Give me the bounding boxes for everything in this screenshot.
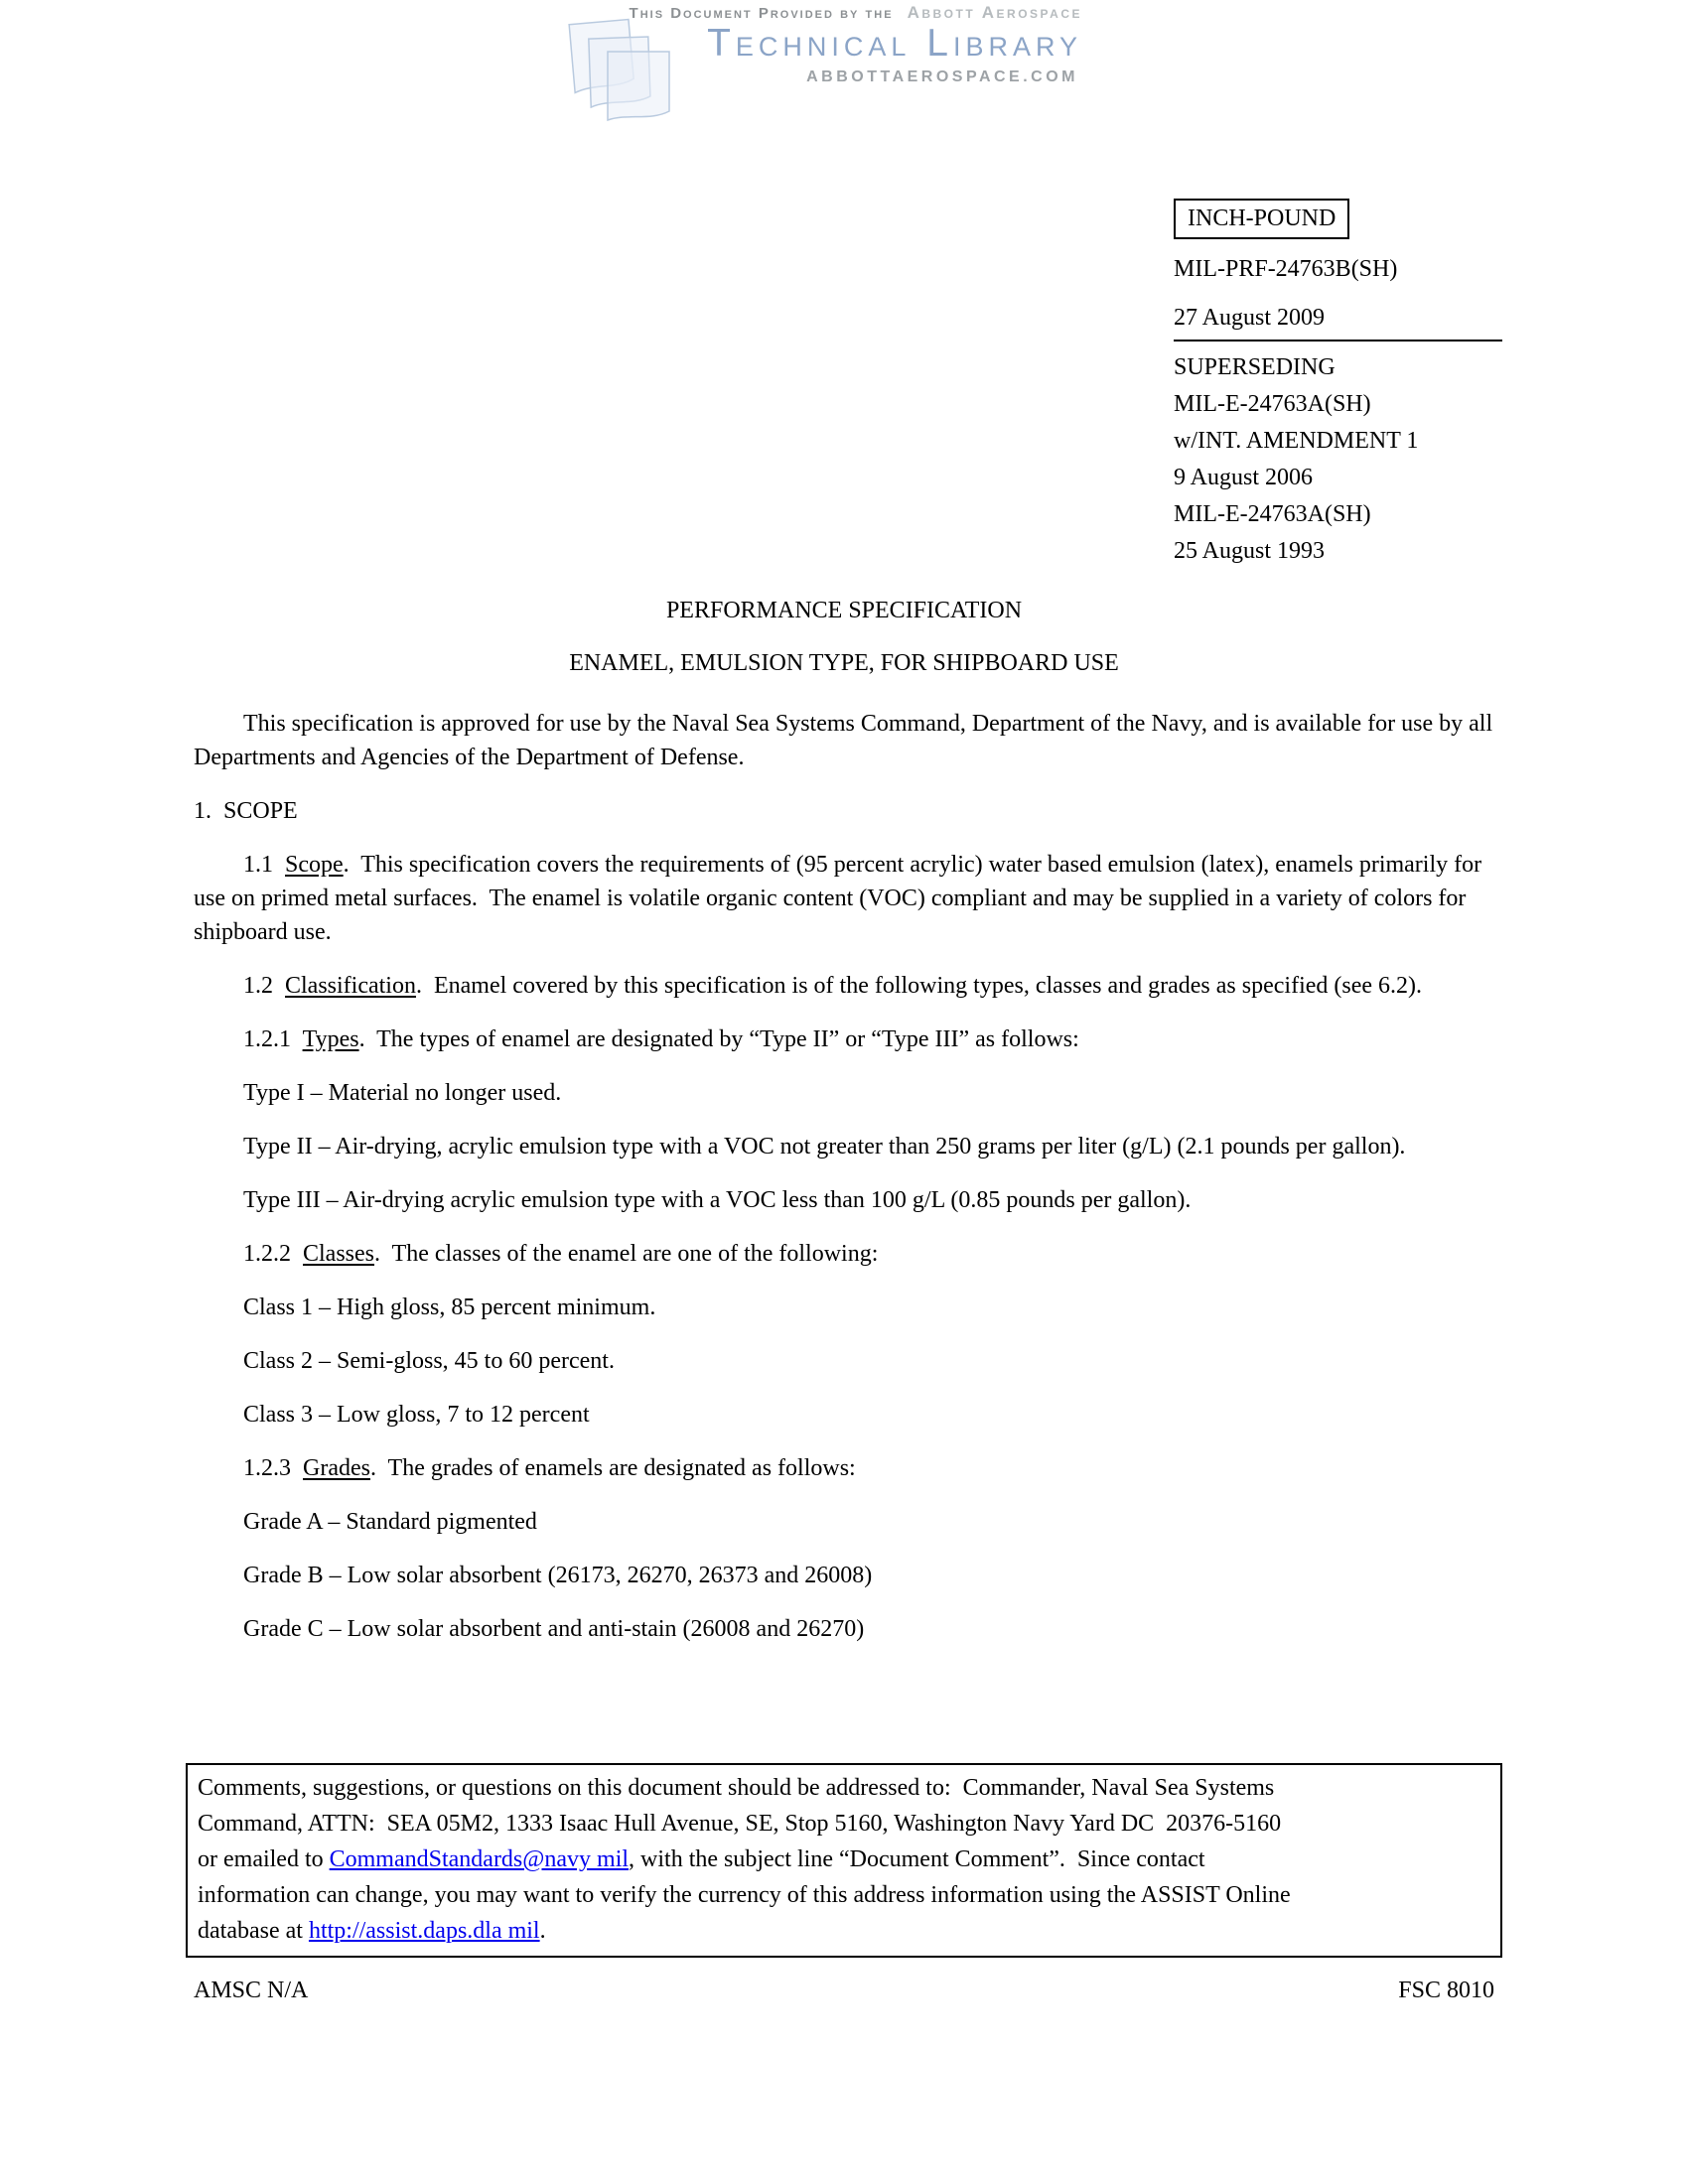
type-2-item: Type II – Air-drying, acrylic emulsion type with a VOC not greater than 250 grams per liter (g/L) (2.1 pounds per gallon). <box>243 1134 1406 1160</box>
para-1-2-1-types <box>194 1023 1494 1056</box>
amsc-number: AMSC N/A <box>194 1978 309 2003</box>
para-text: . The grades of enamels are designated as follows: <box>369 1455 856 1481</box>
library-logo <box>554 4 1082 85</box>
comments-line: Command, ATTN: SEA 05M2, 1333 Isaac Hull Avenue, SE, Stop 5160, Washington Navy Yard DC 20376-5160 <box>198 1811 1282 1837</box>
doc-number: MIL-PRF-24763B(SH) <box>1174 256 1398 282</box>
spec-name-title: ENAMEL, EMULSION TYPE, FOR SHIPBOARD USE <box>569 650 1119 676</box>
para-number: 1.2.3 <box>243 1455 303 1481</box>
para-number: 1.1 <box>243 852 285 878</box>
superseded-doc-id-2: MIL-E-24763A(SH) <box>1174 501 1371 527</box>
logo-brand-text: Abbott Aerospace <box>907 3 1082 22</box>
assist-database-link[interactable]: http://assist.daps.dla mil <box>308 1918 540 1944</box>
comments-box <box>186 1763 1502 1958</box>
comments-line: or emailed to CommandStandards@navy mil, with the subject line “Document Comment”. Since contact <box>198 1846 1205 1872</box>
para-text: . The types of enamel are designated by “Type II” or “Type III” as follows: <box>358 1026 1079 1052</box>
inch-pound-box <box>1174 199 1349 239</box>
grade-c-item: Grade C – Low solar absorbent and anti-stain (26008 and 26270) <box>243 1616 865 1642</box>
superseded-date-2: 25 August 1993 <box>1174 538 1326 564</box>
para-1-1-scope <box>194 848 1494 949</box>
doc-date: 27 August 2009 <box>1174 303 1502 341</box>
document-body <box>194 594 1499 2007</box>
para-1-2-3-grades <box>194 1451 1494 1485</box>
email-link[interactable]: CommandStandards@navy mil <box>329 1846 630 1872</box>
logo-provided-by-line <box>554 4 1082 21</box>
section-heading-scope: 1. SCOPE <box>194 798 298 824</box>
para-text: . Enamel covered by this specification is of the following types, classes and grades as specified (see 6.2). <box>415 973 1423 999</box>
para-1-2-classification <box>194 969 1494 1003</box>
doc-id-block <box>1174 199 1502 570</box>
superseded-amendment: w/INT. AMENDMENT 1 <box>1174 428 1419 454</box>
para-title: Grades <box>303 1455 370 1481</box>
para-number: 1.2.1 <box>243 1026 303 1052</box>
superseded-date: 9 August 2006 <box>1174 465 1314 490</box>
logo-provided-by-text: This Document Provided by the <box>629 5 894 22</box>
fsc-number: FSC 8010 <box>1398 1978 1494 2003</box>
para-number: 1.2.2 <box>243 1241 303 1267</box>
page-footer <box>194 1974 1494 2007</box>
para-text: . The classes of the enamel are one of the following: <box>374 1241 879 1267</box>
type-1-item: Type I – Material no longer used. <box>243 1080 562 1106</box>
approval-paragraph: This specification is approved for use by the Naval Sea Systems Command, Department of the Navy, and is available for use by all Departments and Agencies of the Department of Defense. <box>194 711 1499 770</box>
para-title: Types <box>302 1026 359 1052</box>
logo-site-url: ABBOTTAEROSPACE.COM <box>806 68 1078 85</box>
grade-b-item: Grade B – Low solar absorbent (26173, 26270, 26373 and 26008) <box>243 1563 873 1588</box>
inch-pound-label: INCH-POUND <box>1188 205 1336 231</box>
para-title: Classification <box>285 973 416 999</box>
spec-type-title: PERFORMANCE SPECIFICATION <box>665 598 1023 623</box>
superseding-label: SUPERSEDING <box>1174 354 1336 380</box>
logo-title-text: Technical Library <box>707 22 1082 65</box>
superseded-doc-id: MIL-E-24763A(SH) <box>1174 391 1371 417</box>
para-title: Classes <box>303 1241 374 1267</box>
type-3-item: Type III – Air-drying acrylic emulsion type with a VOC less than 100 g/L (0.85 pounds per gallon). <box>243 1187 1192 1213</box>
para-text: . This specification covers the requirements of (95 percent acrylic) water based emulsion (latex), enamels primarily for use on primed metal surfaces. The enamel is volatile organic content (VOC) compliant and may be supplied in a variety of colors for shipboard use. <box>194 852 1488 945</box>
para-title: Scope <box>285 852 344 878</box>
class-3-item: Class 3 – Low gloss, 7 to 12 percent <box>243 1402 590 1428</box>
para-number: 1.2 <box>243 973 285 999</box>
para-1-2-2-classes <box>194 1237 1494 1271</box>
class-1-item: Class 1 – High gloss, 85 percent minimum. <box>243 1295 656 1320</box>
class-2-item: Class 2 – Semi-gloss, 45 to 60 percent. <box>243 1348 615 1374</box>
comments-line: Comments, suggestions, or questions on this document should be addressed to: Commander, Naval Sea Systems <box>198 1775 1275 1801</box>
comments-line: information can change, you may want to verify the currency of this address information using the ASSIST Online <box>198 1882 1291 1908</box>
comments-line: database at http://assist.daps.dla mil. <box>198 1918 546 1944</box>
grade-a-item: Grade A – Standard pigmented <box>243 1509 537 1535</box>
